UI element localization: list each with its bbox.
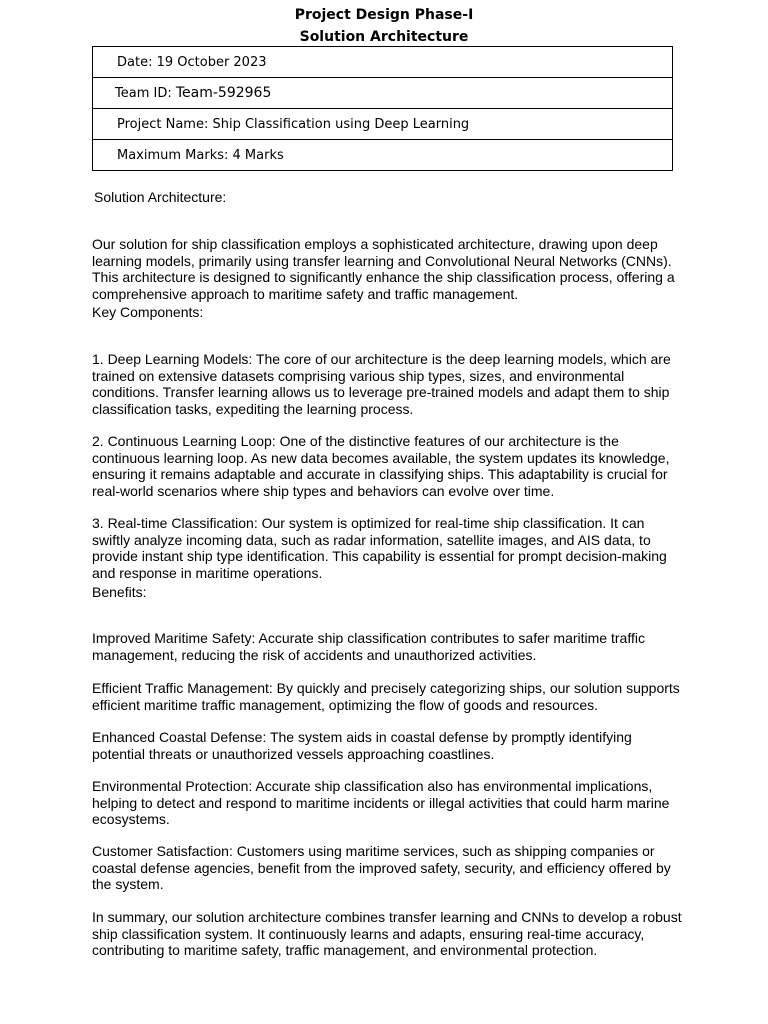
document-subtitle: Solution Architecture <box>299 29 469 45</box>
component-item: 1. Deep Learning Models: The core of our architecture is the deep learning models, which are trained on extensive datasets comprising various ship types, sizes, and environmental conditions. Transfer learning allows us to leverage pre-trained models and adapt them to ship classification tasks, expediting the learning process. <box>92 351 671 417</box>
summary-paragraph: In summary, our solution architecture combines transfer learning and CNNs to develop a robust ship classification system. It continuously learns and adapts, ensuring real-time accuracy, contributing to maritime safety, traffic management, and environmental protection. <box>92 909 682 958</box>
table-row <box>93 109 673 140</box>
section-heading: Solution Architecture: <box>94 189 227 205</box>
table-row <box>93 140 673 171</box>
table-row <box>93 47 673 78</box>
team-id-cell <box>93 78 673 109</box>
benefit-item: Enhanced Coastal Defense: The system aids in coastal defense by promptly identifying potential threats or unauthorized vessels approaching coastlines. <box>92 729 632 762</box>
project-name-cell: Project Name: Ship Classification using Deep Learning <box>93 109 673 140</box>
project-info-table <box>92 46 673 171</box>
maximum-marks-cell: Maximum Marks: 4 Marks <box>93 140 673 171</box>
document-title: Project Design Phase-I <box>294 7 474 23</box>
benefit-item: Improved Maritime Safety: Accurate ship classification contributes to safer maritime traffic management, reducing the risk of accidents and unauthorized activities. <box>92 630 645 663</box>
table-row <box>93 78 673 109</box>
component-item: 2. Continuous Learning Loop: One of the distinctive features of our architecture is the continuous learning loop. As new data becomes available, the system updates its knowledge, ensuring it remains adaptable and accurate in classifying ships. This adaptability is crucial for real-world scenarios where ship types and behaviors can evolve over time. <box>92 433 670 499</box>
date-cell: Date: 19 October 2023 <box>93 47 673 78</box>
component-item: 3. Real-time Classification: Our system is optimized for real-time ship classification. It can swiftly analyze incoming data, such as radar information, satellite images, and AIS data, to provide instant ship type identification. This capability is essential for prompt decision-making and response in maritime operations. <box>92 515 667 581</box>
benefit-item: Customer Satisfaction: Customers using maritime services, such as shipping companies or coastal defense agencies, benefit from the improved safety, security, and efficiency offered by the system. <box>92 843 671 892</box>
team-id-value: Team-592965 <box>175 85 272 101</box>
team-id-label: Team ID: <box>115 86 176 101</box>
benefit-item: Environmental Protection: Accurate ship classification also has environmental implications, helping to detect and respond to maritime incidents or illegal activities that could harm marine ecosystems. <box>92 778 670 827</box>
benefits-heading: Benefits: <box>92 584 147 600</box>
benefit-item: Efficient Traffic Management: By quickly and precisely categorizing ships, our solution supports efficient maritime traffic management, optimizing the flow of goods and resources. <box>92 680 680 713</box>
intro-paragraph: Our solution for ship classification employs a sophisticated architecture, drawing upon deep learning models, primarily using transfer learning and Convolutional Neural Networks (CNNs). This architecture is designed to significantly enhance the ship classification process, offering a comprehensive approach to maritime safety and traffic management. <box>92 236 675 302</box>
key-components-heading: Key Components: <box>92 304 204 320</box>
